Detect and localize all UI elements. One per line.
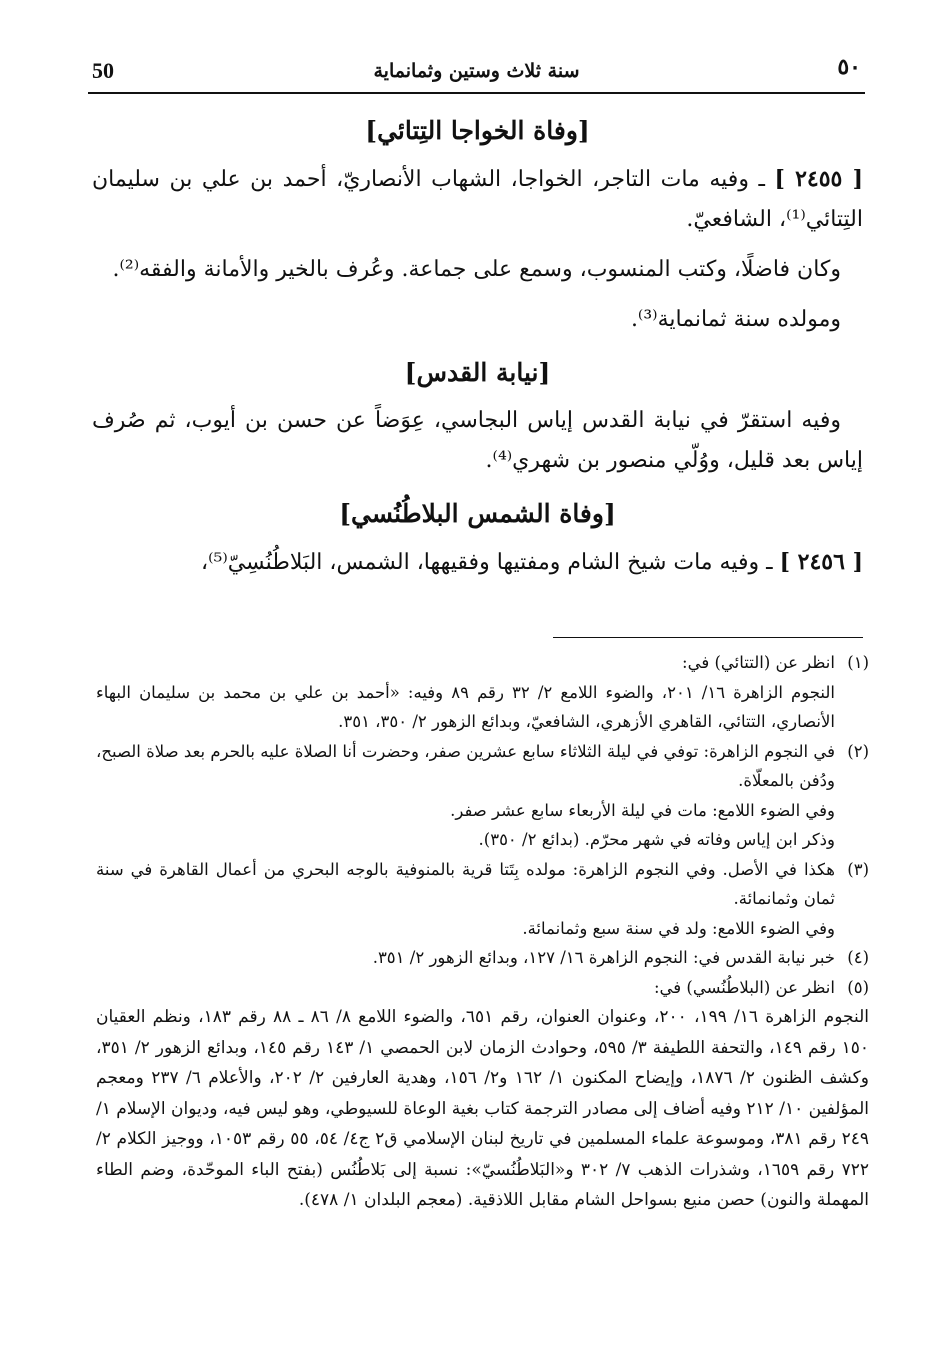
section-title: [وفاة الشمس البلاطُنُسي] [339, 499, 616, 528]
footnote-line: انظر عن (البلاطُنُسي) في: [653, 977, 835, 997]
footnote [96, 855, 869, 944]
footnote-number: (٢) [847, 741, 869, 761]
section-title: [نيابة القدس] [404, 358, 551, 387]
footnote-line: وذكر ابن إياس وفاته في شهر محرّم. (بدائع ٢/ ٣٥٠). [478, 830, 835, 849]
entry-text: ـ وفيه مات شيخ الشام ومفتيها وفقيهها، الشمس، البَلاطُنُسِيّ⁽⁵⁾، [200, 550, 773, 575]
entry-number: [ ٢٤٥٥ ] [774, 166, 863, 192]
footnote-line: وفي الضوء اللامع: ولد في سنة سبع وثمانمائة. [522, 918, 835, 938]
footnote [96, 737, 869, 855]
footnote [96, 973, 869, 1003]
footnote-line: انظر عن (التتائي) في: [682, 653, 835, 672]
page-number-arabic: ٥٠ [837, 54, 861, 80]
running-title: سنة ثلاث وستين وثمانماية [373, 60, 580, 82]
footnote-line: في النجوم الزاهرة: توفي في ليلة الثلاثاء سابع عشرين صفر، وحضرت أنا الصلاة عليه بالحرم بعد صلاة الصبح، ودُفن بالمعلّاة. [96, 741, 835, 790]
footnote-number: (٥) [847, 977, 869, 997]
entry-number: [ ٢٤٥٦ ] [779, 549, 863, 575]
entry-text: ـ وفيه مات التاجر، الخواجا، الشهاب الأنصاريّ، أحمد بن علي بن سليمان التِتائي⁽¹⁾، الشافعيّ. [92, 167, 863, 232]
entry-paragraph [92, 542, 863, 583]
page-number-latin: 50 [92, 58, 114, 83]
footnote-number: (٣) [847, 859, 869, 879]
footnote [96, 648, 869, 737]
footnote-number: (١) [847, 653, 869, 672]
page-header [88, 52, 865, 94]
footnotes [96, 648, 869, 1216]
paragraph: ومولده سنة ثمانماية⁽³⁾. [630, 307, 841, 332]
footnote-number: (٤) [847, 948, 869, 967]
footnote-line: النجوم الزاهرة ١٦/ ٢٠١، والضوء اللامع ٢/ ٣٢ رقم ٨٩ وفيه: «أحمد بن علي بن محمد بن سليمان البهاء الأنصاري، التتائي، القاهري الأزهري، الشافعيّ، وبدائع الزهور ٢/ ٣٥٠، ٣٥١. [96, 682, 835, 731]
footnote-line: خبر نيابة القدس في: النجوم الزاهرة ١٦/ ١٢٧، وبدائع الزهور ٢/ ٣٥١. [372, 948, 835, 967]
footnote-divider [553, 637, 863, 638]
paragraph: وفيه استقرّ في نيابة القدس إياس البجاسي، عِوَضاً عن حسن بن أيوب، ثم صُرف إياس بعد قليل، ووُلّي منصور بن شهري⁽⁴⁾. [92, 408, 863, 473]
main-text [92, 110, 863, 593]
footnote [96, 943, 869, 973]
paragraph: وكان فاضلًا، وكتب المنسوب، وسمع على جماعة. وعُرف بالخير والأمانة والفقه⁽²⁾. [112, 257, 841, 282]
footnote-line: هكذا في الأصل. وفي النجوم الزاهرة: مولده بِتَتا قرية بالمنوفية بالوجه البحري من أعمال القاهرة في سنة ثمان وثمانمائة. [96, 859, 835, 908]
footnote-line: وفي الضوء اللامع: مات في ليلة الأربعاء سابع عشر صفر. [450, 800, 835, 820]
footnote-sources: النجوم الزاهرة ١٦/ ١٩٩، ٢٠٠، وعنوان العنوان، رقم ٦٥١، والضوء اللامع ٨/ ٨٦ ـ ٨٨ رقم ١٨٣، ونظم العقيان ١٥٠ رقم ١٤٩، والتحفة اللطيفة ٣/ ٥٩٥، وحوادث الزمان لابن الحمصي ١/ ١٤٣ رقم ١٤٥، وبدائع الزهور ٢/ ٣٥١، وكشف الظنون ٢/ ١٨٧٦، وإيضاح المكنون ١/ ١٦٢ و٢/ ١٥٦، وهدية العارفين ٢/ ٢٠٢، والأعلام ٦/ ٢٣٧ ومعجم المؤلفين ١٠/ ٢١٢ وفيه أضاف إلى مصادر الترجمة كتاب بغية الوعاة للسيوطي، وهو ليس فيه، وديوان الإسلام ١/ ٢٤٩ رقم ٣٨١، وموسوعة علماء المسلمين في تاريخ لبنان الإسلامي ق٢ ج٤/ ٥٤، ٥٥ رقم ١٠٥٣، ووجيز الكلام ٢/ ٧٢٢ رقم ١٦٥٩، وشذرات الذهب ٧/ ٣٠٢ و«البَلاطُنُسيّ»: نسبة إلى بَلاطُنُس (بفتح الباء الموحّدة، وضم الطاء المهملة والنون) حصن منيع بسواحل الشام مقابل اللاذقية. (معجم البلدان ١/ ٤٧٨). [95, 1007, 870, 1210]
entry-paragraph [92, 159, 863, 240]
section-title: [وفاة الخواجا التِتائي] [365, 116, 590, 145]
